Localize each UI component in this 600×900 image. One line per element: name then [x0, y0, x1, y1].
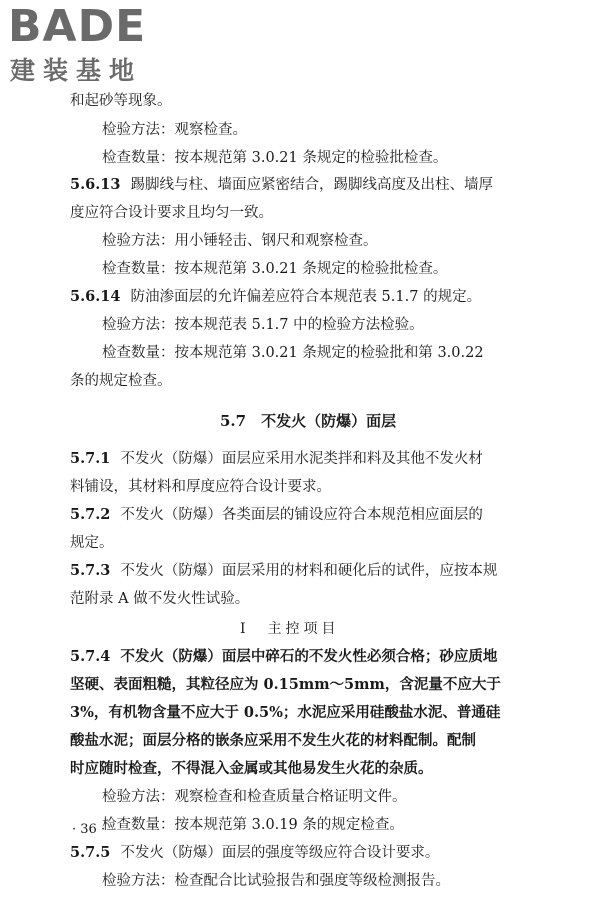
clause-number: 5.6.14 — [70, 288, 121, 305]
clause-5-7-4 — [70, 646, 497, 668]
clause-5-7-1 — [70, 448, 483, 470]
text-line: 3%，有机物含量不应大于 0.5%；水泥应采用硅酸盐水泥、普通硅 — [70, 704, 501, 721]
clause-text: 防油渗面层的允许偏差应符合本规范表 5.1.7 的规定。 — [130, 289, 482, 305]
text-line: 检查数量：按本规范第 3.0.21 条规定的检验批检查。 — [102, 150, 448, 166]
logo-brand: BADE — [8, 1, 147, 52]
clause-text: 不发火（防爆）面层的强度等级应符合设计要求。 — [120, 845, 440, 861]
clause-number: 5.7.2 — [70, 506, 111, 523]
text-line: 范附录 A 做不发火性试验。 — [70, 591, 250, 607]
clause-number: 5.7.5 — [70, 844, 111, 861]
subsection-heading: Ⅰ 主控项目 — [240, 621, 340, 637]
text-line: 检查数量：按本规范第 3.0.19 条的规定检查。 — [102, 817, 404, 833]
text-line: 规定。 — [70, 535, 114, 551]
bade-logo — [8, 1, 178, 90]
text-line: 料铺设，其材料和厚度应符合设计要求。 — [70, 479, 331, 495]
clause-number: 5.7.3 — [70, 562, 111, 579]
clause-text: 不发火（防爆）面层采用的材料和硬化后的试件，应按本规 — [120, 563, 498, 579]
text-line: 条的规定检查。 — [70, 373, 172, 389]
logo-subtitle: 建装基地 — [10, 56, 143, 85]
text-line: 检查数量：按本规范第 3.0.21 条规定的检验批和第 3.0.22 — [102, 345, 484, 361]
clause-5-6-14 — [70, 286, 481, 308]
section-title: 5.7 不发火（防爆）面层 — [220, 412, 397, 430]
text-line: 酸盐水泥；面层分格的嵌条应采用不发生火花的材料配制。配制 — [70, 732, 476, 749]
clause-5-6-13 — [70, 174, 493, 196]
clause-text: 不发火（防爆）面层应采用水泥类拌和料及其他不发火材 — [120, 451, 483, 467]
text-line: 检验方法：观察检查和检查质量合格证明文件。 — [102, 789, 407, 805]
clause-text: 踢脚线与柱、墙面应紧密结合，踢脚线高度及出柱、墙厚 — [130, 177, 493, 193]
page-number: · 36 · — [72, 822, 106, 837]
text-line: 坚硬、表面粗糙，其粒径应为 0.15mm～5mm，含泥量不应大于 — [70, 676, 501, 693]
text-line: 时应随时检查，不得混入金属或其他易发生火花的杂质。 — [70, 760, 433, 777]
text-line: 检验方法：用小锤轻击、钢尺和观察检查。 — [102, 233, 378, 249]
clause-number: 5.6.13 — [70, 176, 121, 193]
text-line: 检验方法：检查配合比试验报告和强度等级检测报告。 — [102, 873, 450, 889]
text-line: 度应符合设计要求且均匀一致。 — [70, 205, 273, 221]
clause-5-7-5 — [70, 842, 439, 864]
text-line: 检查数量：按本规范第 3.0.21 条规定的检验批检查。 — [102, 261, 448, 277]
clause-text: 不发火（防爆）面层中碎石的不发火性必须合格；砂应质地 — [120, 648, 498, 665]
text-line: 检验方法：观察检查。 — [102, 122, 247, 138]
text-line: 检验方法：按本规范表 5.1.7 中的检验方法检验。 — [102, 317, 424, 333]
clause-number: 5.7.4 — [70, 648, 111, 665]
clause-text: 不发火（防爆）各类面层的铺设应符合本规范相应面层的 — [120, 507, 483, 523]
clause-5-7-3 — [70, 560, 497, 582]
clause-number: 5.7.1 — [70, 450, 111, 467]
clause-5-7-2 — [70, 504, 483, 526]
text-line: 和起砂等现象。 — [70, 93, 172, 109]
